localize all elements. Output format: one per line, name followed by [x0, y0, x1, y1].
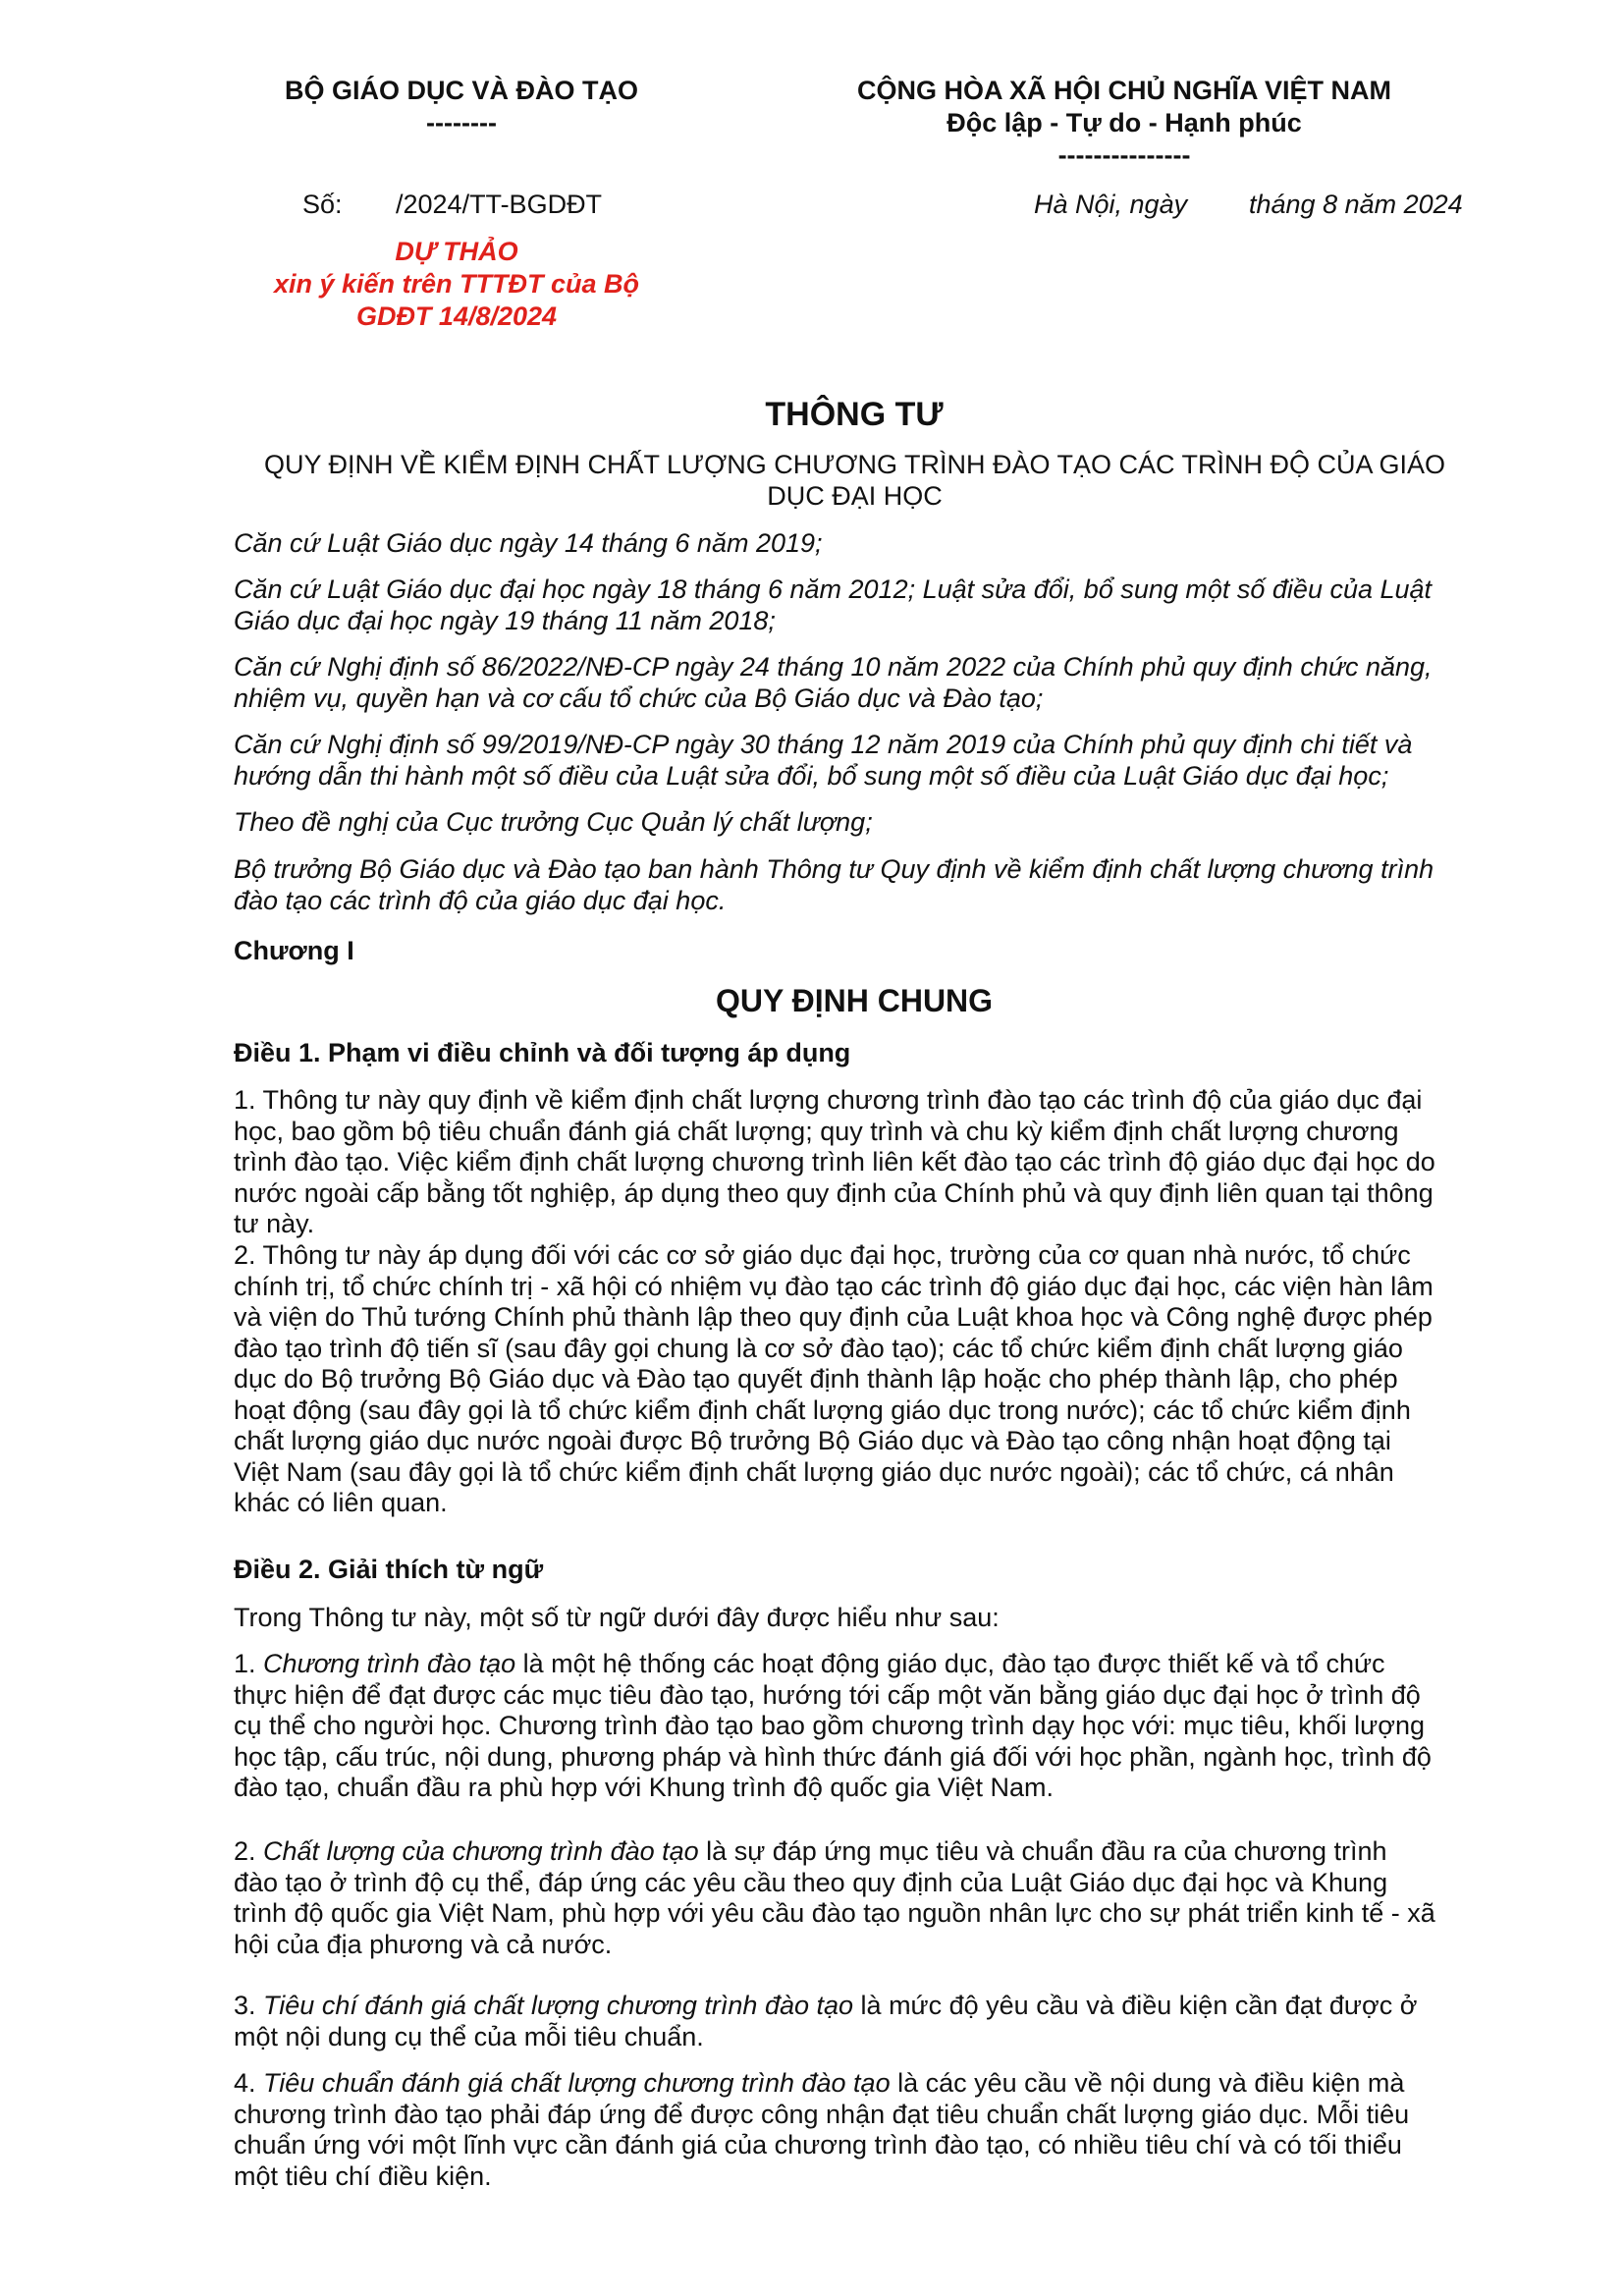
defined-term: Tiêu chuẩn đánh giá chất lượng chương trình đào tạo	[263, 2068, 891, 2098]
preamble-5	[234, 807, 1476, 839]
text-line: Việt Nam (sau đây gọi là tổ chức kiểm định chất lượng giáo dục nước ngoài); các tổ chức, cá nhân	[234, 1456, 1394, 1487]
document-title: THÔNG TƯ	[765, 396, 944, 433]
text-line: nước ngoài cấp bằng tốt nghiệp, áp dụng theo quy định của Chính phủ và quy định liên quan tại thông	[234, 1177, 1434, 1208]
article-1-clause-1	[234, 1085, 1476, 1240]
text-line: chất lượng giáo dục nước ngoài được Bộ trưởng Bộ Giáo dục và Đào tạo công nhận hoạt động tại	[234, 1426, 1391, 1455]
text-line	[234, 1991, 1476, 2022]
defined-term: Chất lượng của chương trình đào tạo	[263, 1836, 699, 1866]
text-line: thực hiện để đạt được các mục tiêu đào tạo, hướng tới cấp một văn bằng giáo dục đại học ở trình độ	[234, 1679, 1421, 1710]
text-line: nhiệm vụ, quyền hạn và cơ cấu tổ chức của Bộ Giáo dục và Đào tạo;	[234, 683, 1044, 713]
definition-3	[234, 1991, 1476, 2052]
text-line: và viện do Thủ tướng Chính phủ thành lập theo quy định của Luật khoa học và Công nghệ được phép	[234, 1302, 1433, 1332]
definition-text: là một hệ thống các hoạt động giáo dục, đào tạo được thiết kế và tổ chức	[515, 1649, 1385, 1678]
subtitle-line-2: DỤC ĐẠI HỌC	[767, 481, 943, 511]
definition-text: là các yêu cầu về nội dung và điều kiện mà	[890, 2068, 1405, 2098]
definition-text: là mức độ yêu cầu và điều kiện cần đạt được ở	[853, 1991, 1418, 2020]
text-line: Căn cứ Luật Giáo dục ngày 14 tháng 6 năm 2019;	[234, 528, 823, 558]
definition-number: 2.	[234, 1836, 264, 1866]
text-line	[234, 1649, 1476, 1680]
preamble-2	[234, 574, 1476, 636]
article-1-heading: Điều 1. Phạm vi điều chỉnh và đối tượng áp dụng	[234, 1038, 851, 1067]
text-line: Căn cứ Nghị định số 86/2022/NĐ-CP ngày 24 tháng 10 năm 2022 của Chính phủ quy định chức năng,	[234, 652, 1433, 682]
subtitle-line-1: QUY ĐỊNH VỀ KIỂM ĐỊNH CHẤT LƯỢNG CHƯƠNG TRÌNH ĐÀO TẠO CÁC TRÌNH ĐỘ CỦA GIÁO	[263, 450, 1446, 479]
text-line: học tập, cấu trúc, nội dung, phương pháp và hình thức đánh giá đối với học phần, ngành học, trình độ	[234, 1741, 1432, 1772]
motto-rule: ---------------	[1057, 140, 1191, 170]
text-line: tư này.	[234, 1209, 315, 1238]
number-label: Số:	[302, 190, 343, 219]
text-line: trình đào tạo. Việc kiểm định chất lượng chương trình liên kết đào tạo các trình độ giáo dục đại học do	[234, 1147, 1435, 1176]
preamble-6	[234, 854, 1476, 916]
text-line: đào tạo các trình độ của giáo dục đại học.	[234, 885, 727, 915]
number-value: /2024/TT-BGDĐT	[396, 190, 603, 219]
nation-name: CỘNG HÒA XÃ HỘI CHỦ NGHĨA VIỆT NAM	[856, 76, 1391, 105]
chapter-label: Chương I	[234, 936, 354, 965]
text-line: đào tạo, chuẩn đầu ra phù hợp với Khung trình độ quốc gia Việt Nam.	[234, 1773, 1054, 1802]
text-line: học, bao gồm bộ tiêu chuẩn đánh giá chất lượng; quy trình và chu kỳ kiểm định chất lượng chương	[234, 1116, 1399, 1146]
text-line: chương trình đào tạo phải đáp ứng để được công nhận đạt tiêu chuẩn chất lượng giáo dục. Mỗi tiêu	[234, 2099, 1410, 2129]
text-line: trình độ quốc gia Việt Nam, phù hợp với yêu cầu đào tạo nguồn nhân lực cho sự phát triển kinh tế - xã	[234, 1898, 1435, 1928]
definition-number: 3.	[234, 1991, 264, 2020]
text-line: cụ thể cho người học. Chương trình đào tạo bao gồm chương trình dạy học với: mục tiêu, khối lượng	[234, 1711, 1425, 1740]
text-line: một tiêu chí điều kiện.	[234, 2160, 492, 2191]
text-line: Giáo dục đại học ngày 19 tháng 11 năm 2018;	[234, 605, 776, 635]
text-line: hội của địa phương và cả nước.	[234, 1929, 613, 1959]
article-2-intro: Trong Thông tư này, một số từ ngữ dưới đây được hiểu như sau:	[234, 1603, 1000, 1632]
ministry-name: BỘ GIÁO DỤC VÀ ĐÀO TẠO	[284, 76, 638, 105]
definition-2	[234, 1836, 1476, 1960]
text-line: khác có liên quan.	[234, 1488, 448, 1517]
draft-date: GDĐT 14/8/2024	[355, 301, 558, 331]
text-line: dục do Bộ trưởng Bộ Giáo dục và Đào tạo quyết định thành lập hoặc cho phép thành lập, cho phép	[234, 1364, 1398, 1394]
definition-1	[234, 1649, 1476, 1804]
text-line: Bộ trưởng Bộ Giáo dục và Đào tạo ban hành Thông tư Quy định về kiểm định chất lượng chương trình	[234, 854, 1434, 884]
defined-term: Chương trình đào tạo	[263, 1649, 516, 1678]
national-motto: Độc lập - Tự do - Hạnh phúc	[947, 108, 1302, 137]
definition-text: là sự đáp ứng mục tiêu và chuẩn đầu ra của chương trình	[698, 1836, 1387, 1866]
text-line	[234, 1836, 1476, 1868]
text-line: 1. Thông tư này quy định về kiểm định chất lượng chương trình đào tạo các trình độ của giáo dục đại	[234, 1085, 1423, 1115]
text-line: đào tạo ở trình độ cụ thể, đáp ứng các yêu cầu theo quy định của Luật Giáo dục đại học và Khung	[234, 1867, 1388, 1897]
text-line: chính trị, tổ chức chính trị - xã hội có nhiệm vụ đào tạo các trình độ giáo dục đại học, các viện hàn lâm	[234, 1271, 1434, 1301]
article-2-heading: Điều 2. Giải thích từ ngữ	[234, 1555, 544, 1584]
chapter-title: QUY ĐỊNH CHUNG	[715, 983, 994, 1018]
text-line: 2. Thông tư này áp dụng đối với các cơ sở giáo dục đại học, trường của cơ quan nhà nước, tổ chức	[234, 1240, 1411, 1270]
text-line: hướng dẫn thi hành một số điều của Luật sửa đổi, bổ sung một số điều của Luật Giáo dục đại học;	[234, 760, 1389, 791]
text-line: một nội dung cụ thể của mỗi tiêu chuẩn.	[234, 2021, 704, 2051]
text-line: đào tạo trình độ tiến sĩ (sau đây gọi chung là cơ sở đào tạo); các tổ chức kiểm định chất lượng giáo	[234, 1333, 1403, 1363]
definition-number: 4.	[234, 2068, 264, 2098]
text-line: Căn cứ Luật Giáo dục đại học ngày 18 tháng 6 năm 2012; Luật sửa đổi, bổ sung một số điều của Luật	[234, 574, 1433, 604]
preamble-4	[234, 730, 1476, 792]
article-1-clause-2	[234, 1240, 1476, 1519]
text-line: Theo đề nghị của Cục trưởng Cục Quản lý chất lượng;	[234, 807, 873, 837]
draft-note: xin ý kiến trên TTTĐT của Bộ	[273, 269, 640, 299]
text-line: hoạt động (sau đây gọi là tổ chức kiểm định chất lượng giáo dục trong nước); các tổ chức kiểm định	[234, 1394, 1411, 1425]
definition-4	[234, 2068, 1476, 2192]
place-date: Hà Nội, ngày	[1034, 190, 1188, 219]
text-line: chuẩn ứng với một lĩnh vực cần đánh giá của chương trình đào tạo, có nhiều tiêu chí và có tối thiểu	[234, 2130, 1402, 2159]
preamble-1	[234, 528, 1476, 560]
date-rest: tháng 8 năm 2024	[1249, 190, 1463, 219]
text-line	[234, 2068, 1476, 2100]
draft-label: DỰ THẢO	[395, 237, 518, 266]
text-line: Căn cứ Nghị định số 99/2019/NĐ-CP ngày 30 tháng 12 năm 2019 của Chính phủ quy định chi tiết và	[234, 730, 1413, 759]
definition-number: 1.	[234, 1649, 264, 1678]
ministry-rule: --------	[426, 108, 497, 137]
defined-term: Tiêu chí đánh giá chất lượng chương trình đào tạo	[263, 1991, 854, 2020]
preamble-3	[234, 652, 1476, 714]
